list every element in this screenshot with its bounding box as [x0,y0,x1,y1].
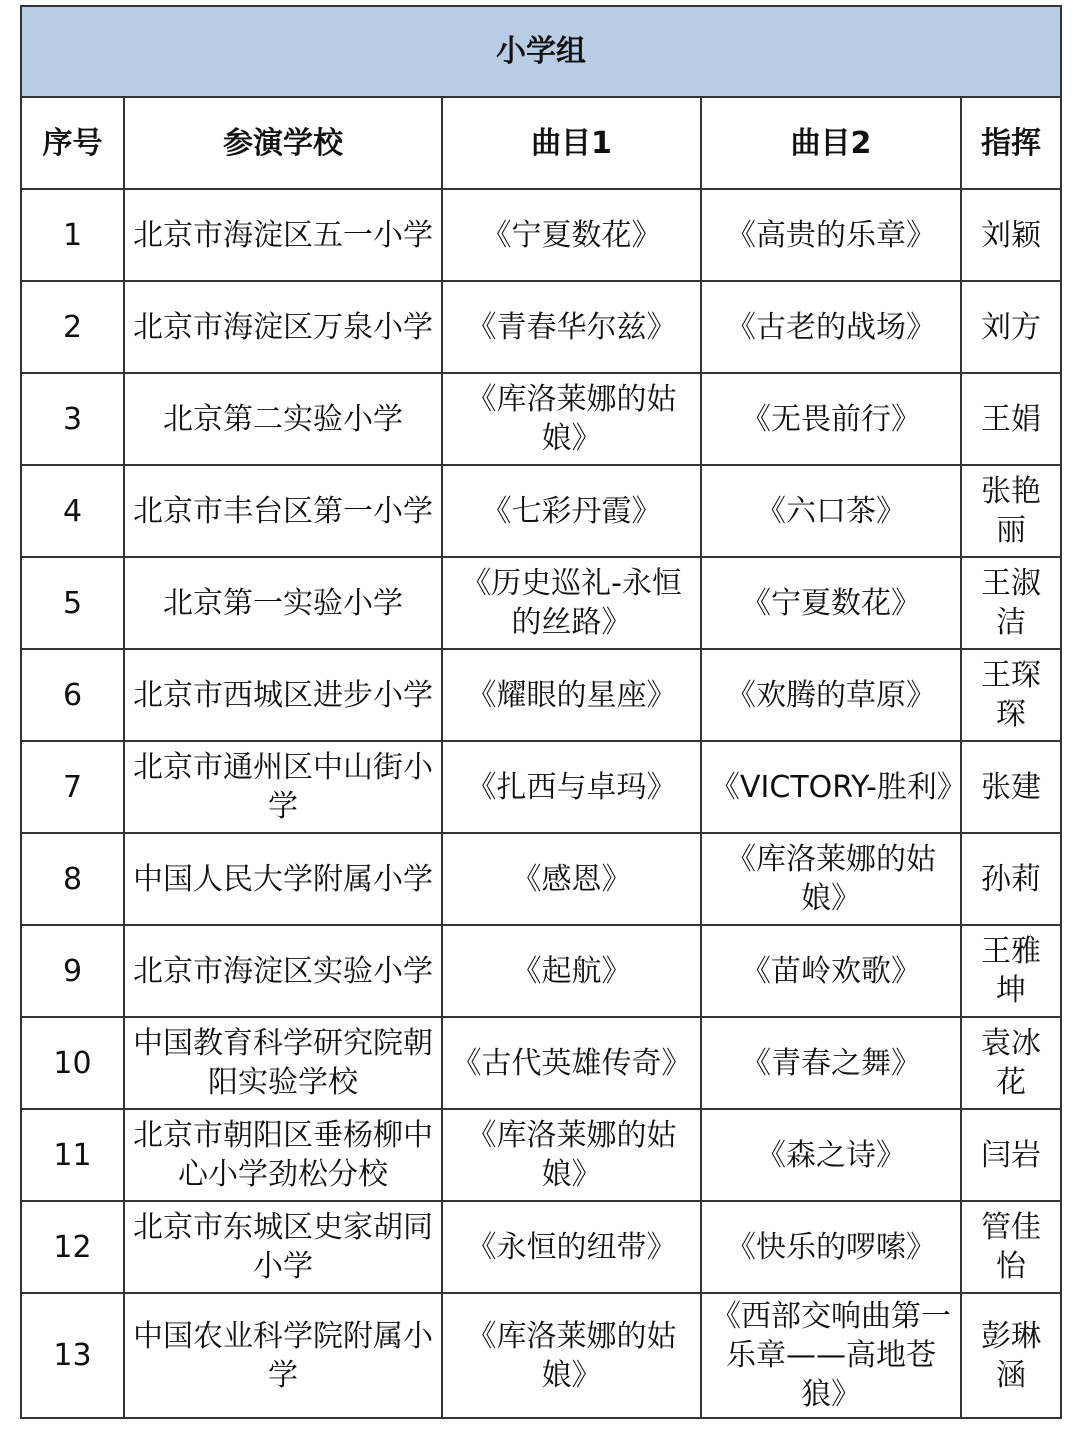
piece-2: 《快乐的啰嗦》 [701,1201,961,1293]
conductor: 袁冰花 [961,1017,1061,1109]
school-name: 北京市通州区中山街小学 [124,741,442,833]
row-index: 4 [21,465,124,557]
piece-1: 《扎西与卓玛》 [442,741,701,833]
school-name: 中国农业科学院附属小学 [124,1293,442,1418]
piece-1: 《历史巡礼-永恒的丝路》 [442,557,701,649]
school-name: 北京市东城区史家胡同小学 [124,1201,442,1293]
conductor: 管佳怡 [961,1201,1061,1293]
table-row [21,1109,1061,1201]
piece-1: 《永恒的纽带》 [442,1201,701,1293]
school-name: 中国教育科学研究院朝阳实验学校 [124,1017,442,1109]
piece-1: 《库洛莱娜的姑娘》 [442,373,701,465]
piece-2: 《无畏前行》 [701,373,961,465]
table-row [21,741,1061,833]
table-title: 小学组 [21,6,1061,97]
header-conductor: 指挥 [961,97,1061,189]
school-name: 北京市海淀区实验小学 [124,925,442,1017]
piece-2: 《VICTORY-胜利》 [701,741,961,833]
row-index: 5 [21,557,124,649]
piece-2: 《苗岭欢歌》 [701,925,961,1017]
piece-2: 《高贵的乐章》 [701,189,961,281]
piece-1: 《库洛莱娜的姑娘》 [442,1293,701,1418]
table-row [21,281,1061,373]
school-name: 北京市朝阳区垂杨柳中心小学劲松分校 [124,1109,442,1201]
conductor: 王雅坤 [961,925,1061,1017]
row-index: 3 [21,373,124,465]
table-row [21,1201,1061,1293]
school-name: 中国人民大学附属小学 [124,833,442,925]
school-name: 北京市丰台区第一小学 [124,465,442,557]
row-index: 2 [21,281,124,373]
table-row [21,925,1061,1017]
row-index: 8 [21,833,124,925]
school-name: 北京市西城区进步小学 [124,649,442,741]
piece-1: 《七彩丹霞》 [442,465,701,557]
piece-2: 《青春之舞》 [701,1017,961,1109]
conductor: 张艳丽 [961,465,1061,557]
piece-1: 《青春华尔兹》 [442,281,701,373]
piece-2: 《库洛莱娜的姑娘》 [701,833,961,925]
row-index: 10 [21,1017,124,1109]
table-row [21,465,1061,557]
piece-1: 《宁夏数花》 [442,189,701,281]
row-index: 13 [21,1293,124,1418]
header-school: 参演学校 [124,97,442,189]
table-row [21,1017,1061,1109]
row-index: 12 [21,1201,124,1293]
table-row [21,649,1061,741]
table-row [21,1293,1061,1418]
header-index: 序号 [21,97,124,189]
conductor: 刘方 [961,281,1061,373]
piece-2: 《欢腾的草原》 [701,649,961,741]
conductor: 王淑洁 [961,557,1061,649]
school-name: 北京第二实验小学 [124,373,442,465]
piece-1: 《库洛莱娜的姑娘》 [442,1109,701,1201]
table-row [21,557,1061,649]
piece-2: 《森之诗》 [701,1109,961,1201]
conductor: 彭琳涵 [961,1293,1061,1418]
row-index: 1 [21,189,124,281]
conductor: 孙莉 [961,833,1061,925]
table-row [21,833,1061,925]
school-name: 北京第一实验小学 [124,557,442,649]
piece-1: 《古代英雄传奇》 [442,1017,701,1109]
piece-2: 《六口茶》 [701,465,961,557]
header-piece-2: 曲目2 [701,97,961,189]
conductor: 张建 [961,741,1061,833]
piece-2: 《宁夏数花》 [701,557,961,649]
conductor: 王娟 [961,373,1061,465]
piece-2: 《西部交响曲第一乐章——高地苍狼》 [701,1293,961,1418]
school-name: 北京市海淀区万泉小学 [124,281,442,373]
school-name: 北京市海淀区五一小学 [124,189,442,281]
table-row [21,189,1061,281]
conductor: 王琛琛 [961,649,1061,741]
program-table [20,5,1062,1419]
conductor: 闫岩 [961,1109,1061,1201]
row-index: 11 [21,1109,124,1201]
piece-1: 《起航》 [442,925,701,1017]
row-index: 6 [21,649,124,741]
row-index: 9 [21,925,124,1017]
table-row [21,373,1061,465]
header-piece-1: 曲目1 [442,97,701,189]
conductor: 刘颖 [961,189,1061,281]
row-index: 7 [21,741,124,833]
piece-1: 《感恩》 [442,833,701,925]
piece-2: 《古老的战场》 [701,281,961,373]
piece-1: 《耀眼的星座》 [442,649,701,741]
